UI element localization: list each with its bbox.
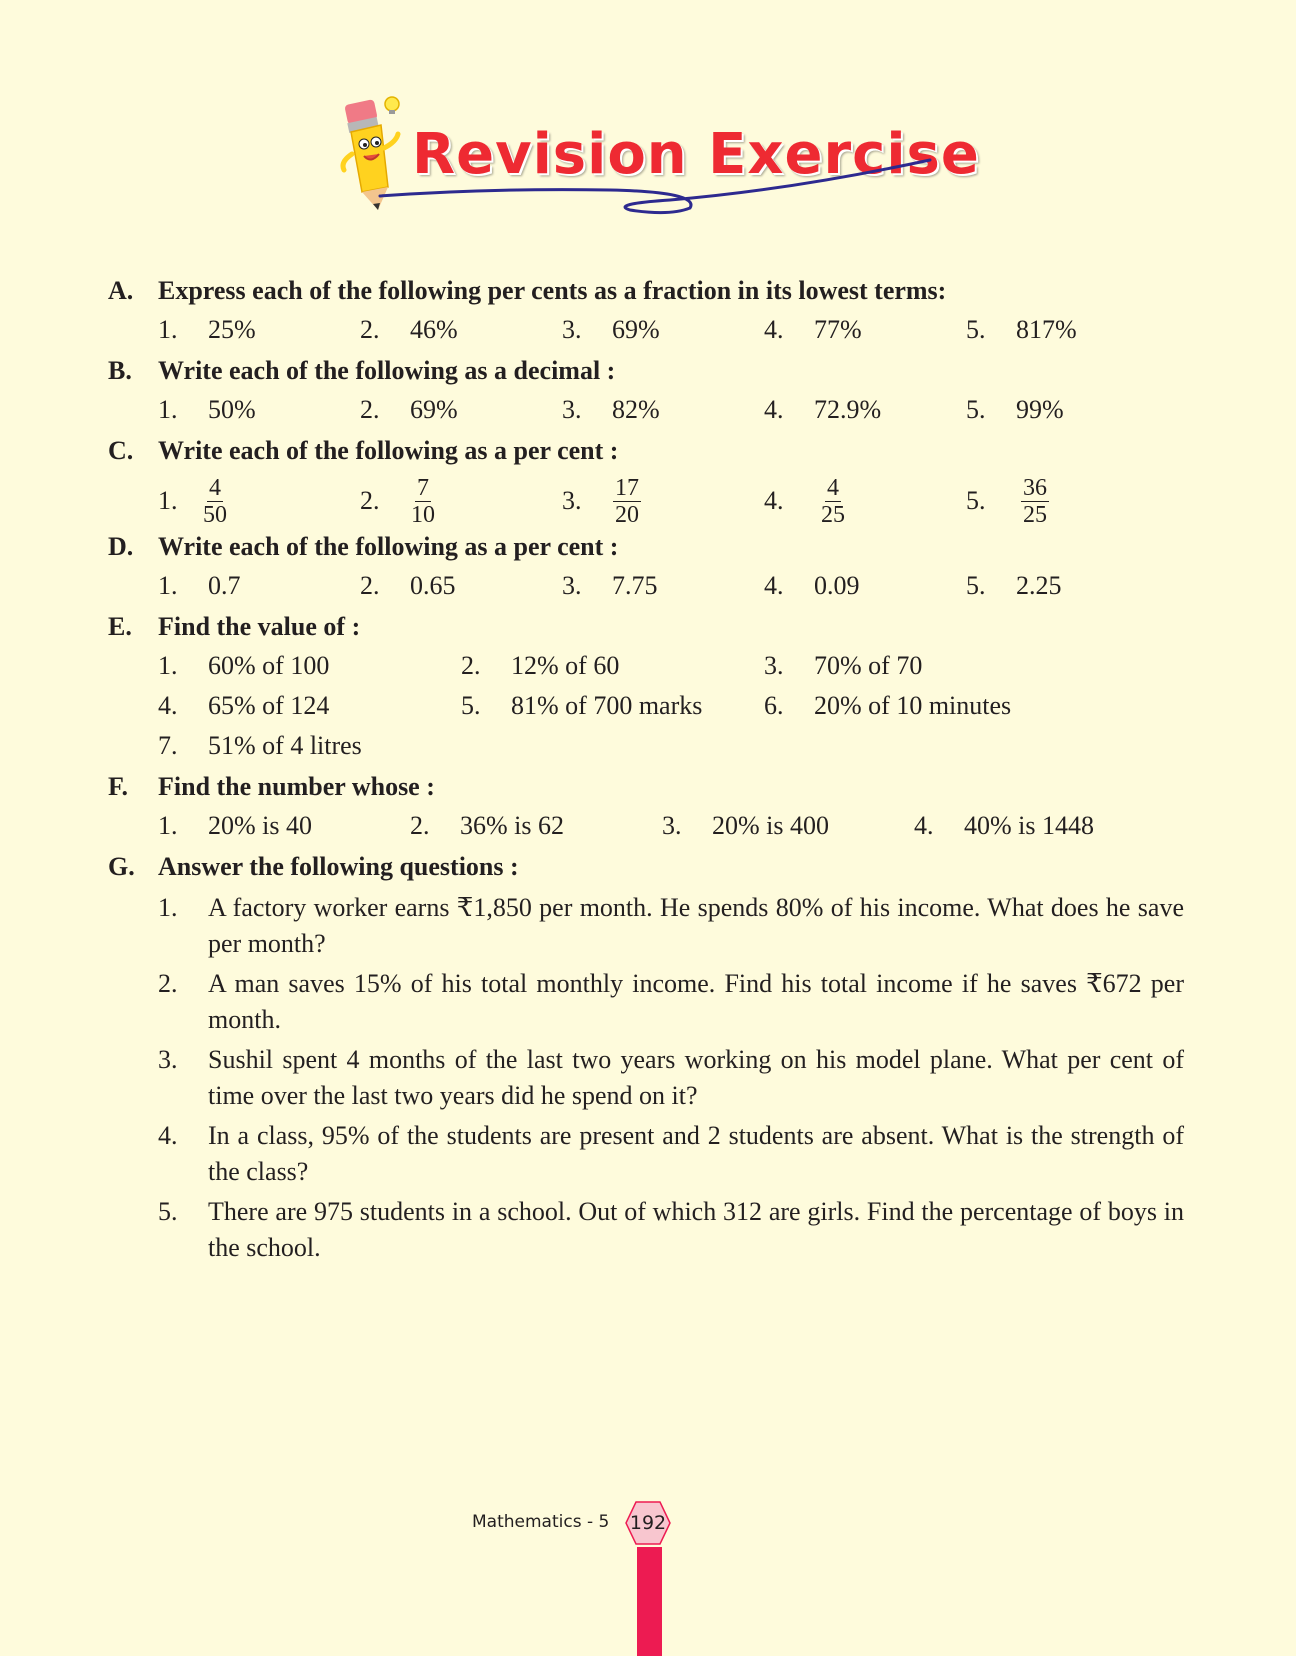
list-item: 4. 0.09 (764, 571, 860, 600)
list-item: 6. 20% of 10 minutes (764, 691, 1012, 720)
list-item: 4. 77% (764, 315, 862, 344)
list-item: 1. 50% (158, 395, 256, 424)
list-item: 3. $\frac{17}{20}$ (562, 475, 764, 528)
section-title: Write each of the following as a per cent : (158, 532, 619, 561)
list-item: 2. $\frac{7}{10}$ (360, 475, 562, 528)
list-item: 3. 7.75 (562, 571, 658, 600)
list-item: 2. 69% (360, 395, 458, 424)
title-underline-swoosh (370, 118, 970, 218)
list-item: 4. 40% is 1448 (914, 811, 1094, 840)
list-item: 2. 36% is 62 (410, 811, 564, 840)
list-item: 5. 99% (966, 395, 1064, 424)
list-item: 2. 46% (360, 315, 458, 344)
question-item: 4. In a class, 95% of the students are present and 2 students are absent. What is the strength of the class? (158, 1121, 1184, 1186)
section-e-heading (108, 612, 1198, 646)
section-letter: F. (108, 772, 128, 801)
section-letter: B. (108, 356, 132, 385)
fraction: $\frac{4}{50}$ (203, 474, 227, 528)
section-d-items (108, 566, 1198, 606)
section-title: Find the value of : (158, 612, 361, 641)
fraction: $\frac{7}{10}$ (411, 474, 435, 528)
section-c-items (108, 470, 1198, 532)
fraction: $\frac{4}{25}$ (821, 474, 845, 528)
section-letter: G. (108, 852, 135, 881)
section-title: Express each of the following per cents as a fraction in its lowest terms: (158, 276, 947, 305)
list-item: 4. 72.9% (764, 395, 882, 424)
section-a-heading (108, 276, 1198, 310)
section-letter: D. (108, 532, 134, 561)
section-e-items-row2 (108, 686, 1198, 726)
section-letter: A. (108, 276, 134, 305)
list-item: 3. 69% (562, 315, 660, 344)
list-item: 2. 0.65 (360, 571, 456, 600)
section-title: Write each of the following as a decimal : (158, 356, 616, 385)
list-item: 1. 20% is 40 (158, 811, 312, 840)
section-f-heading (108, 772, 1198, 806)
question-item: 3. Sushil spent 4 months of the last two years working on his model plane. What per cent of time over the last two years did he spend on it? (158, 1045, 1184, 1110)
page-accent-bar (637, 1547, 662, 1656)
fraction: $\frac{36}{25}$ (1023, 474, 1047, 528)
list-item: 1. $\frac{4}{50}$ (158, 475, 360, 528)
list-item: 7. 51% of 4 litres (158, 731, 362, 760)
fraction: $\frac{17}{20}$ (615, 474, 639, 528)
section-d-heading (108, 532, 1198, 566)
list-item: 5. 817% (966, 315, 1077, 344)
section-e-items-row3 (108, 726, 1198, 766)
list-item: 2. 12% of 60 (461, 651, 620, 680)
book-title: Mathematics - 5 (472, 1512, 610, 1532)
section-title: Answer the following questions : (158, 852, 519, 881)
question-item: 2. A man saves 15% of his total monthly income. Find his total income if he saves ₹672 per month. (158, 969, 1184, 1034)
list-item: 1. 0.7 (158, 571, 241, 600)
section-a-items (108, 310, 1198, 350)
section-letter: E. (108, 612, 132, 641)
question-item: 1. A factory worker earns ₹1,850 per month. He spends 80% of his income. What does he save per month? (158, 893, 1184, 958)
list-item: 5. 2.25 (966, 571, 1062, 600)
section-b-heading (108, 356, 1198, 390)
list-item: 3. 82% (562, 395, 660, 424)
exercise-content (108, 276, 1198, 1270)
list-item: 1. 25% (158, 315, 256, 344)
list-item: 5. $\frac{36}{25}$ (966, 475, 1168, 528)
section-title: Write each of the following as a per cent : (158, 436, 619, 465)
section-b-items (108, 390, 1198, 430)
section-title: Find the number whose : (158, 772, 435, 801)
list-item: 1. 60% of 100 (158, 651, 330, 680)
list-item: 3. 70% of 70 (764, 651, 923, 680)
list-item: 5. 81% of 700 marks (461, 691, 703, 720)
list-item: 4. 65% of 124 (158, 691, 330, 720)
section-f-items (108, 806, 1198, 846)
section-c-heading (108, 436, 1198, 470)
section-letter: C. (108, 436, 134, 465)
question-item: 5. There are 975 students in a school. Out of which 312 are girls. Find the percentage of boys in the school. (158, 1197, 1184, 1262)
page-title: Revision Exercise (412, 122, 980, 187)
page-number: 192 (629, 1512, 667, 1534)
list-item: 4. $\frac{4}{25}$ (764, 475, 966, 528)
section-e-items-row1 (108, 646, 1198, 686)
list-item: 3. 20% is 400 (662, 811, 829, 840)
section-g-heading (108, 852, 1198, 886)
